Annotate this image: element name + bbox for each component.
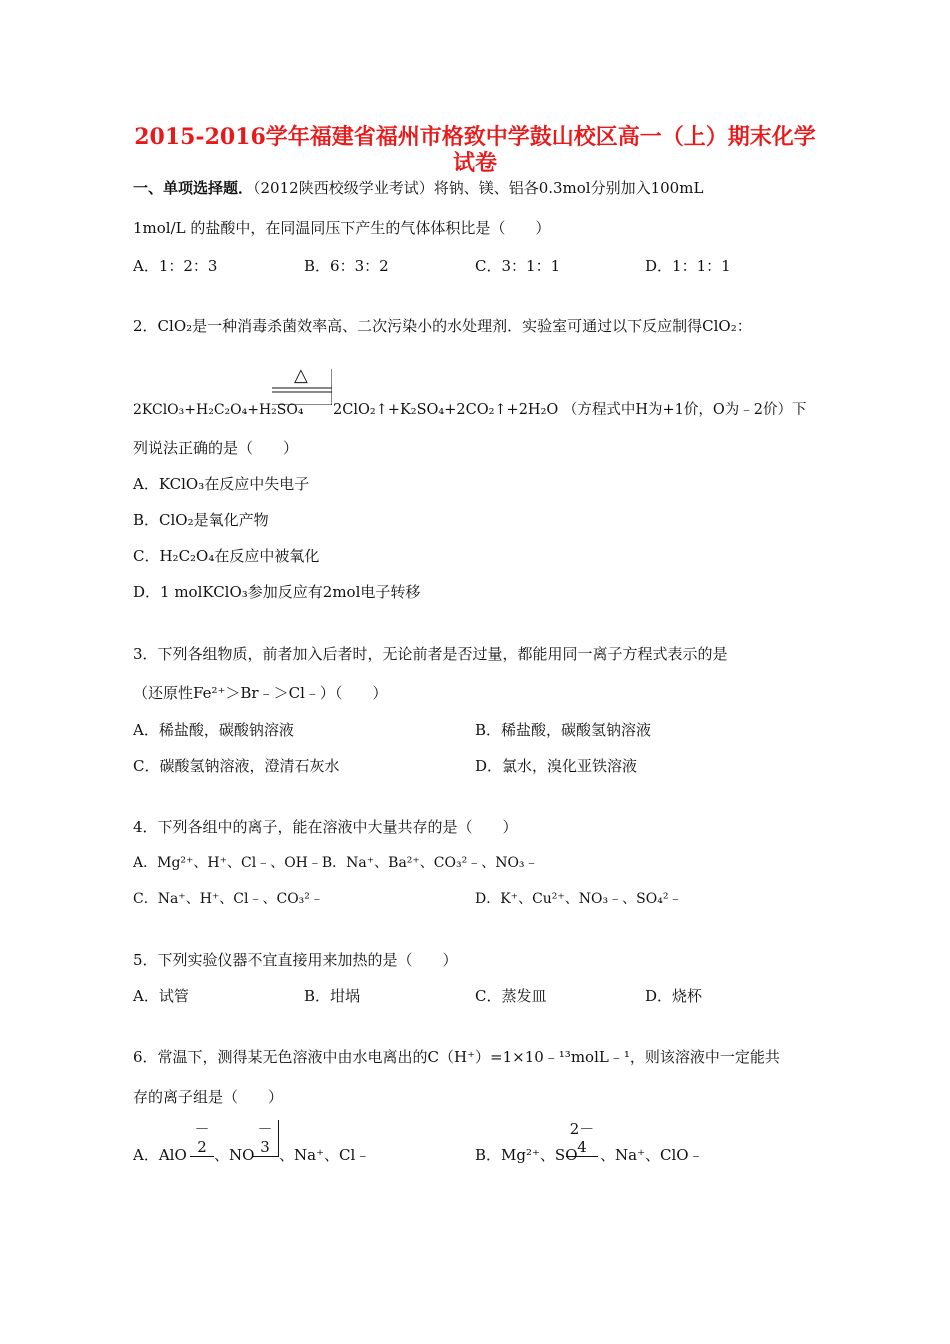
question-3-option-d: D．氯水，溴化亚铁溶液: [475, 757, 638, 775]
question-6-option-b-part2: 、Na⁺、ClO﹣: [600, 1146, 704, 1164]
question-5-option-b: B．坩埚: [304, 987, 361, 1005]
question-3-option-c: C．碳酸氢钠溶液，澄清石灰水: [133, 757, 340, 775]
question-5-option-a: A．试管: [133, 987, 189, 1005]
question-6-option-a-part3: 、Na⁺、Cl﹣: [279, 1146, 371, 1164]
question-6-text-a: 6．常温下，测得某无色溶液中由水电离出的C（H⁺）=1×10﹣¹³molL﹣¹，则该溶液中一定能共: [133, 1048, 780, 1066]
charge-bottom: 2: [190, 1138, 214, 1157]
question-2-text-a: 2．ClO₂是一种消毒杀菌效率高、二次污染小的水处理剂．实验室可通过以下反应制得ClO₂：: [133, 317, 752, 335]
question-1-line-a: [133, 178, 703, 198]
question-1-option-b: B．6：3：2: [304, 257, 389, 275]
question-2-text-b: 列说法正确的是（ ）: [133, 439, 299, 457]
charge-notation-alo2: [190, 1120, 214, 1157]
charge-top: －: [257, 1120, 273, 1138]
question-5-text: 5．下列实验仪器不宜直接用来加热的是（ ）: [133, 951, 458, 969]
question-3-text-a: 3．下列各组物质，前者加入后者时，无论前者是否过量，都能用同一离子方程式表示的是: [133, 645, 728, 663]
charge-top: 2－: [569, 1120, 595, 1138]
question-1-text-b: 1mol/L 的盐酸中，在同温同压下产生的气体体积比是（ ）: [133, 219, 551, 237]
question-5-option-d: D．烧杯: [645, 987, 703, 1005]
question-4-text: 4．下列各组中的离子，能在溶液中大量共存的是（ ）: [133, 818, 518, 836]
question-6-option-a-part1: A．AlO: [133, 1146, 187, 1164]
question-3-option-a: A．稀盐酸，碳酸钠溶液: [133, 721, 294, 739]
question-2-option-a: A．KClO₃在反应中失电子: [133, 475, 310, 493]
question-5-option-c: C．蒸发皿: [475, 987, 547, 1005]
question-6-option-b-part1: B．Mg²⁺、SO: [475, 1146, 578, 1164]
question-4-option-d: D．K⁺、Cu²⁺、NO₃﹣、SO₄²﹣: [475, 891, 683, 907]
equation-reactants: 2KClO₃+H₂C₂O₄+H₂SO₄: [133, 402, 304, 418]
question-4-option-c: C．Na⁺、H⁺、Cl﹣、CO₃²﹣: [133, 891, 324, 907]
charge-notation-no3: [252, 1120, 279, 1157]
page-title-line1: 2015-2016学年福建省福州市格致中学鼓山校区高一（上）期末化学: [134, 124, 816, 150]
charge-notation-so4: [566, 1120, 598, 1157]
question-3-option-b: B．稀盐酸，碳酸氢钠溶液: [475, 721, 652, 739]
question-3-text-b: （还原性Fe²⁺＞Br﹣＞Cl﹣）（ ）: [133, 684, 388, 702]
question-1-option-d: D．1：1：1: [645, 257, 731, 275]
question-1-text-a: （2012陕西校级学业考试）将钠、镁、铝各0.3mol分别加入100mL: [253, 179, 704, 197]
heat-delta-symbol: △: [294, 365, 308, 386]
question-2-option-d: D．1 molKClO₃参加反应有2mol电子转移: [133, 583, 421, 601]
question-4-option-a-b: A．Mg²⁺、H⁺、Cl﹣、OH﹣B．Na⁺、Ba²⁺、CO₃²﹣、NO₃﹣: [133, 855, 539, 871]
charge-bottom: 3: [252, 1138, 278, 1157]
charge-top: －: [194, 1120, 210, 1138]
section-heading: 一、单项选择题．: [133, 179, 254, 197]
question-6-option-a-part2: 、NO: [214, 1146, 255, 1164]
question-6-text-b: 存的离子组是（ ）: [133, 1088, 284, 1106]
charge-bottom: 4: [566, 1138, 598, 1157]
question-2-option-b: B．ClO₂是氧化产物: [133, 511, 269, 529]
question-1-option-c: C．3：1：1: [475, 257, 561, 275]
page-title-line2: 试卷: [452, 150, 497, 176]
question-2-option-c: C．H₂C₂O₄在反应中被氧化: [133, 547, 320, 565]
question-1-option-a: A．1：2：3: [133, 257, 218, 275]
equation-products: 2ClO₂↑+K₂SO₄+2CO₂↑+2H₂O （方程式中H为+1价，O为﹣2价）下: [333, 402, 807, 418]
